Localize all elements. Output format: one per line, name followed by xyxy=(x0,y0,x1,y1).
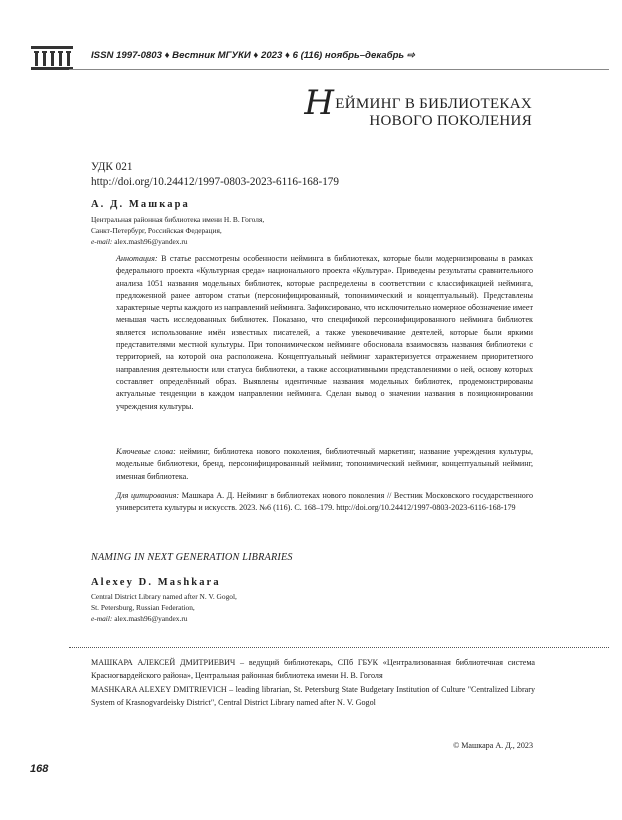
abstract xyxy=(116,253,533,413)
abstract-text: В статье рассмотрены особенности нейминга в библиотеках, которые были модернизированы в рамках федерального проекта «Культурная среда» национального проекта «Культура». Приведены результаты сравнительного анализа 1051 названия модельных библиотек, которые распределены в соответствии с классификацией нейминга, предложенной ранее автором статьи (персонифицированный, топонимический и концептуальный). Представлены характерные черты каждого из направлений нейминга. Зафиксировано, что исключительно номерное обозначение имеет меньшая часть исследованных библиотек. Показано, что спецификой персонифицированного нейминга библиотек является использование имён известных писателей, а также увековечивание деятелей, которые были яркими представителями местной культуры. При топонимическом нейминге обосновала взаимосвязь названия библиотеки с территорией, на которой она расположена. Концептуальный нейминг характеризуется отражением приоритетного направления деятельности или статуса библиотеки, а также ассоциативными представлениями о ней, основу которых составляет определённый образ. Выявлены идентичные названия модельных библиотек, продемонстрированы актуальные тенденции в каждом направлении нейминга. Сделан вывод о значении названия в позиционировании учреждения культуры. xyxy=(116,254,533,411)
english-title: NAMING IN NEXT GENERATION LIBRARIES xyxy=(91,552,293,563)
affiliation-line: Санкт-Петербург, Российская Федерация, xyxy=(91,226,222,235)
running-head: ISSN 1997-0803 ♦ Вестник МГУКИ ♦ 2023 ♦ 6 (116) ноябрь–декабрь ⇨ xyxy=(91,50,415,61)
journal-logo-icon xyxy=(31,45,73,71)
udk-block xyxy=(91,160,339,190)
keywords xyxy=(116,446,533,483)
citation xyxy=(116,490,533,515)
affiliation-line: Центральная районная библиотека имени Н. В. Гоголя, xyxy=(91,215,265,224)
author-name-en: Alexey D. Mashkara xyxy=(91,577,221,588)
dotted-divider xyxy=(69,647,609,648)
email-label: e-mail: xyxy=(91,614,113,623)
author-affiliation-en xyxy=(91,591,237,624)
author-bio-en: MASHKARA ALEXEY DMITRIEVICH – leading librarian, St. Petersburg State Budgetary Institution of Culture "Centralized Library System of Krasnogvardeisky District", Central District Library named after N. V. Gogol xyxy=(91,685,535,707)
citation-text: Машкара А. Д. Нейминг в библиотеках нового поколения // Вестник Московского государственного университета культуры и искусств. 2023. №6 (116). С. 168–179. http://doi.org/10.24412/1997-0803-2023-6116-168-179 xyxy=(116,491,533,513)
author-affiliation-ru xyxy=(91,214,264,247)
keywords-text: нейминг, библиотека нового поколения, библиотечный маркетинг, название учреждения культуры, модельные библиотеки, бренд, персонифицированный нейминг, топонимический нейминг, концептуальный нейминг, именная библиотека. xyxy=(116,447,533,481)
doi-link[interactable]: http://doi.org/10.24412/1997-0803-2023-6116-168-179 xyxy=(91,176,339,188)
udk-code: УДК 021 xyxy=(91,161,133,173)
article-title xyxy=(304,83,532,130)
title-line-2: НОВОГО ПОКОЛЕНИЯ xyxy=(369,113,532,129)
citation-label: Для цитирования: xyxy=(116,491,180,500)
author-email-en[interactable]: alex.mash96@yandex.ru xyxy=(114,614,188,623)
title-line-1: ЕЙМИНГ В БИБЛИОТЕКАХ xyxy=(335,96,532,112)
affiliation-line: St. Petersburg, Russian Federation, xyxy=(91,603,195,612)
author-name-ru: А. Д. Машкара xyxy=(91,199,190,210)
keywords-label: Ключевые слова: xyxy=(116,447,176,456)
page-number: 168 xyxy=(30,763,49,775)
author-bio-ru: МАШКАРА АЛЕКСЕЙ ДМИТРИЕВИЧ – ведущий библиотекарь, СПб ГБУК «Централизованная библиотечная система Красногвардейского района», Центральная районная библиотека имени Н. В. Гоголя xyxy=(91,658,535,680)
abstract-label: Аннотация: xyxy=(116,254,158,263)
affiliation-line: Central District Library named after N. V. Gogol, xyxy=(91,592,237,601)
header-divider xyxy=(69,69,609,70)
title-initial: Н xyxy=(304,83,335,123)
copyright: © Машкара А. Д., 2023 xyxy=(453,741,533,750)
email-label: e-mail: xyxy=(91,237,113,246)
author-email-ru[interactable]: alex.mash96@yandex.ru xyxy=(114,237,188,246)
